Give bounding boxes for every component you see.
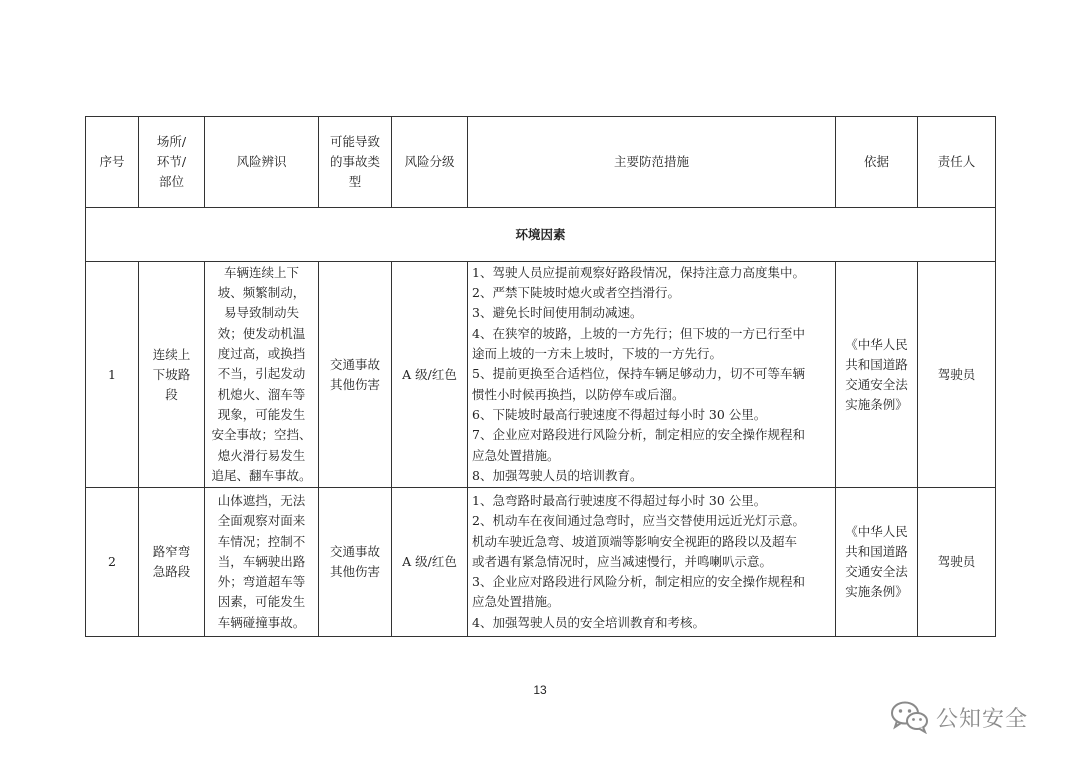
cell-measures: [468, 262, 836, 488]
cell-line: 5、提前更换至合适档位，保持车辆足够动力，切不可等车辆: [472, 366, 805, 382]
table-row: [86, 262, 996, 488]
cell-place: [139, 262, 205, 488]
cell-line: 度过高，或换挡: [217, 346, 306, 362]
cell-line: 当，车辆驶出路: [217, 553, 306, 569]
cell-line: 交通安全法: [845, 564, 908, 579]
cell-line: 交通事故: [329, 544, 380, 559]
watermark-text: 公知安全: [936, 706, 1029, 732]
cell-line: 安全事故；空挡、: [211, 427, 312, 443]
cell-risk: [205, 488, 319, 637]
cell-line: 车情况；控制不: [217, 533, 306, 549]
cell-owner: 驾驶员: [918, 488, 996, 637]
cell-owner: 驾驶员: [918, 262, 996, 488]
cell-place: [139, 488, 205, 637]
header-basis: [836, 117, 918, 208]
cell-line: 连续上: [152, 346, 191, 362]
cell-risk: [205, 262, 319, 488]
watermark: [890, 697, 1028, 737]
cell-line: 《中华人民: [845, 524, 908, 539]
cell-line: 4、加强驾驶人员的安全培训教育和考核。: [472, 614, 705, 630]
header-place-line: 环节/: [156, 154, 187, 169]
cell-line: 《中华人民: [845, 336, 908, 352]
cell-line: 或者遇有紧急情况时，应当减速慢行，并鸣喇叭示意。: [472, 553, 773, 569]
cell-line: 7、企业应对路段进行风险分析，制定相应的安全操作规程和: [472, 427, 805, 443]
cell-line: 6、下陡坡时最高行驶速度不得超过每小时 30 公里。: [472, 406, 767, 422]
cell-seq: 1: [86, 262, 139, 488]
cell-line: 3、企业应对路段进行风险分析，制定相应的安全操作规程和: [472, 574, 805, 590]
table-row: [86, 488, 996, 637]
header-accident-line: 型: [348, 174, 362, 189]
header-accident: [319, 117, 392, 208]
cell-line: 效；使发动机温: [217, 325, 306, 341]
cell-line: 现象，可能发生: [217, 406, 306, 422]
cell-level: A 级/红色: [392, 488, 468, 637]
cell-line: 途而上坡的一方未上坡时，下坡的一方先行。: [472, 346, 723, 362]
header-place: [139, 117, 205, 208]
header-risk: [205, 117, 319, 208]
cell-line: 坡、频繁制动，: [217, 285, 306, 301]
header-basis-line: 依据: [863, 154, 889, 169]
header-measures-line: 主要防范措施: [613, 154, 689, 169]
cell-accident: [319, 262, 392, 488]
cell-line: 易导致制动失: [223, 305, 299, 321]
cell-line: 1、急弯路时最高行驶速度不得超过每小时 30 公里。: [472, 492, 767, 508]
header-seq-line: 序号: [99, 154, 125, 169]
header-accident-line: 可能导致: [329, 134, 380, 149]
cell-line: 机动车驶近急弯、坡道顶端等影响安全视距的路段以及超车: [472, 533, 798, 549]
cell-line: 其他伤害: [329, 376, 380, 392]
cell-line: 山体遮挡，无法: [217, 492, 306, 508]
cell-line: 急路段: [152, 564, 191, 579]
cell-seq: 2: [86, 488, 139, 637]
cell-line: 交通事故: [329, 356, 380, 372]
header-owner-line: 责任人: [937, 154, 976, 169]
table-header-row: [86, 117, 996, 208]
header-measures: [468, 117, 836, 208]
cell-line: 2、机动车在夜间通过急弯时，应当交替使用远近光灯示意。: [472, 513, 805, 529]
header-level-line: 风险分级: [404, 154, 455, 169]
cell-line: 因素，可能发生: [217, 594, 306, 610]
cell-basis: [836, 488, 918, 637]
cell-line: 外；弯道超车等: [217, 574, 306, 590]
cell-line: 8、加强驾驶人员的培训教育。: [472, 467, 643, 483]
cell-line: 交通安全法: [845, 376, 908, 392]
cell-line: 4、在狭窄的坡路，上坡的一方先行；但下坡的一方已行至中: [472, 325, 805, 341]
cell-line: 熄火滑行易发生: [217, 447, 306, 463]
cell-line: 应急处置措施。: [472, 594, 560, 610]
cell-line: 车辆碰撞事故。: [217, 614, 306, 630]
page-number: 13: [533, 683, 547, 697]
cell-line: 实施条例》: [845, 396, 908, 412]
cell-line: 全面观察对面来: [217, 513, 306, 529]
cell-line: 不当，引起发动: [217, 366, 306, 382]
cell-level: A 级/红色: [392, 262, 468, 488]
header-risk-line: 风险辨识: [236, 154, 287, 169]
cell-line: 1、驾驶人员应提前观察好路段情况，保持注意力高度集中。: [472, 264, 805, 280]
cell-line: 段: [165, 386, 178, 402]
cell-line: 机熄火、溜车等: [217, 386, 306, 402]
section-title: 环境因素: [86, 208, 996, 262]
cell-line: 应急处置措施。: [472, 447, 560, 463]
cell-measures: [468, 488, 836, 637]
header-accident-line: 的事故类: [329, 154, 380, 169]
header-place-line: 场所/: [156, 134, 187, 149]
header-owner: [918, 117, 996, 208]
section-row: [86, 208, 996, 262]
cell-line: 惯性小时候再换挡，以防停车或后溜。: [472, 386, 685, 402]
cell-line: 共和国道路: [845, 544, 908, 559]
cell-line: 追尾、翻车事故。: [211, 467, 312, 483]
cell-line: 2、严禁下陡坡时熄火或者空挡滑行。: [472, 285, 680, 301]
cell-line: 车辆连续上下: [223, 264, 299, 280]
header-seq: [86, 117, 139, 208]
cell-accident: [319, 488, 392, 637]
cell-line: 实施条例》: [845, 584, 908, 599]
cell-line: 路窄弯: [152, 544, 191, 559]
cell-basis: [836, 262, 918, 488]
risk-table: [85, 116, 996, 637]
cell-line: 下坡路: [152, 366, 191, 382]
header-level: [392, 117, 468, 208]
cell-line: 共和国道路: [845, 356, 908, 372]
cell-line: 其他伤害: [329, 564, 380, 579]
header-place-line: 部位: [158, 174, 184, 189]
wechat-icon: [890, 700, 930, 734]
cell-line: 3、避免长时间使用制动减速。: [472, 305, 643, 321]
